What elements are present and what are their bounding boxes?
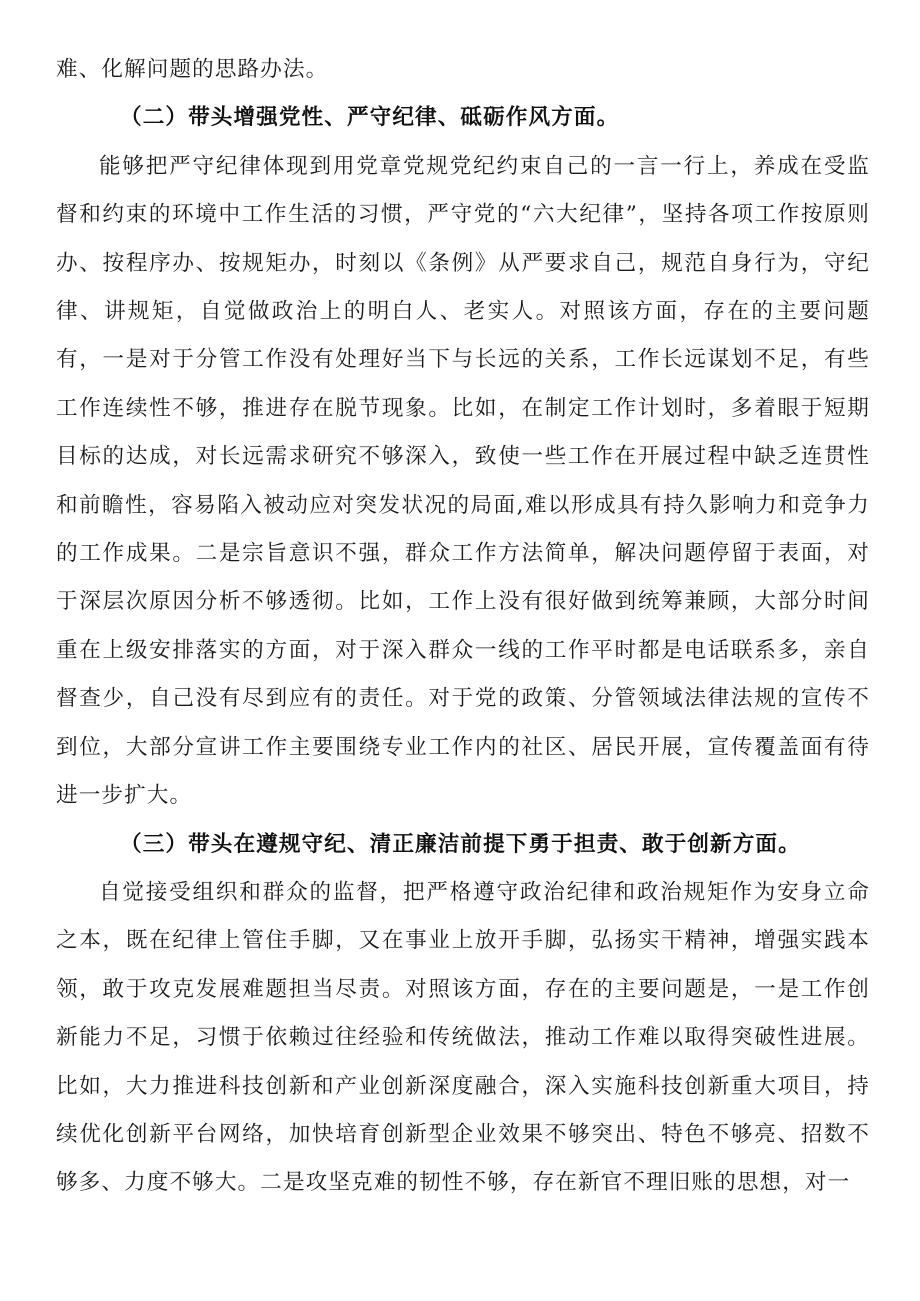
section-body-3: 自觉接受组织和群众的监督，把严格遵守政治纪律和政治规矩作为安身立命之本，既在纪律上管住手脚，又在事业上放开手脚，弘扬实干精神，增强实践本领，敢于攻克发展难题担当尽责。对照该方面，存在的主要问题是，一是工作创新能力不足，习惯于依赖过往经验和传统做法，推动工作难以取得突破性进展。比如，大力推进科技创新和产业创新深度融合，深入实施科技创新重大项目，持续优化创新平台网络，加快培育创新型企业效果不够突出、特色不够亮、招数不够多、力度不够大。二是攻坚克难的韧性不够，存在新官不理旧账的思想，对一 — [56, 879, 870, 1196]
paragraph-continuation: 难、化解问题的思路办法。 — [56, 57, 329, 82]
document-page — [56, 46, 870, 1208]
section-heading-3: （三）带头在遵规守纪、清正廉洁前提下勇于担责、敢于创新方面。 — [120, 831, 801, 857]
section-heading-2: （二）带头增强党性、严守纪律、砥砺作风方面。 — [120, 105, 620, 131]
section-body-2: 能够把严守纪律体现到用党章党规党纪约束自己的一言一行上，养成在受监督和约束的环境中工作生活的习惯，严守党的“六大纪律”，坚持各项工作按原则办、按程序办、按规矩办，时刻以《条例》从严要求自己，规范自身行为，守纪律、讲规矩，自觉做政治上的明白人、老实人。对照该方面，存在的主要问题有，一是对于分管工作没有处理好当下与长远的关系，工作长远谋划不足，有些工作连续性不够，推进存在脱节现象。比如，在制定工作计划时，多着眼于短期目标的达成，对长远需求研究不够深入，致使一些工作在开展过程中缺乏连贯性和前瞻性，容易陷入被动应对突发状况的局面,难以形成具有持久影响力和竞争力的工作成果。二是宗旨意识不强，群众工作方法简单，解决问题停留于表面，对于深层次原因分析不够透彻。比如，工作上没有很好做到统筹兼顾，大部分时间重在上级安排落实的方面，对于深入群众一线的工作平时都是电话联系多，亲自督查少，自己没有尽到应有的责任。对于党的政策、分管领域法律法规的宣传不到位，大部分宣讲工作主要围绕专业工作内的社区、居民开展，宣传覆盖面有待进一步扩大。 — [56, 153, 870, 809]
